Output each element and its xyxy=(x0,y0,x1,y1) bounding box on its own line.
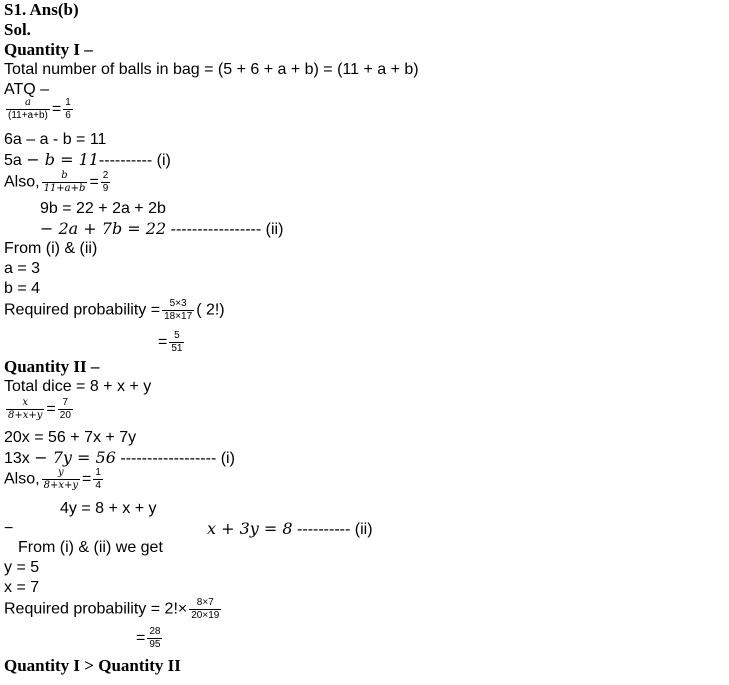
answer-heading: S1. Ans(b) xyxy=(4,0,79,19)
q2-fraction-x: $\frac{x}{8+x+y}$ = $\frac{7}{20}$ xyxy=(8,397,71,421)
fraction-one-sixth: $\frac{1}{6}$ xyxy=(65,97,71,121)
fraction-28-95: $\frac{28}{95}$ xyxy=(149,626,161,650)
quantity-two-heading: Quantity II – xyxy=(4,357,100,376)
fraction-two-ninths: $\frac{2}{9}$ xyxy=(102,170,109,194)
fraction-probability-q1: $\frac{5\times 3}{18\times 17}$ xyxy=(164,298,193,322)
value-y: y = 5 xyxy=(4,559,40,576)
q2-equation-1: 20x = 56 + 7x + 7y xyxy=(4,429,137,446)
q1-also-fraction: Also, $\frac{b}{11+a+b}$ = $\frac{2}{9}$ xyxy=(4,170,109,194)
value-x: x = 7 xyxy=(4,579,40,596)
conclusion: Quantity I > Quantity II xyxy=(4,656,181,675)
q1-required-probability: Required probability = $\frac{5\times 3}{18\times 17}$ ( 2!) xyxy=(4,298,225,322)
total-dice-line: Total dice = 8 + x + y xyxy=(4,378,152,395)
quantity-one-heading: Quantity I – xyxy=(4,40,93,59)
fraction-x-over-total: $\frac{x}{8+x+y}$ xyxy=(8,397,43,421)
fraction-five-fiftyone: $\frac{5}{51}$ xyxy=(171,330,183,354)
q1-fraction-a: $\frac{a}{(11+a+b)}$ = $\frac{1}{6}$ xyxy=(8,97,71,121)
q2-from-statement: From (i) & (ii) we get xyxy=(18,539,163,556)
q2-equation-2: 13x − 7y = 56 ------------------ (i) xyxy=(4,448,235,467)
q1-equation-3: 9b = 22 + 2a + 2b xyxy=(40,200,166,217)
q2-equation-3: 4y = 8 + x + y xyxy=(60,500,157,517)
fraction-seven-twentieths: $\frac{7}{20}$ xyxy=(59,397,71,421)
q2-equation-4: x + 3y = 8 ---------- (ii) xyxy=(207,519,373,538)
fraction-b-over-total: $\frac{b}{11+a+b}$ xyxy=(43,170,86,194)
fraction-one-quarter: $\frac{1}{4}$ xyxy=(95,467,101,491)
q1-result: = $\frac{5}{51}$ xyxy=(158,330,183,354)
total-balls-line: Total number of balls in bag = (5 + 6 + a + b) = (11 + a + b) xyxy=(4,61,419,78)
q2-result: = $\frac{28}{95}$ xyxy=(136,626,161,650)
q2-required-probability: Required probability = 2!× $\frac{8\times 7}{20\times 19}$ xyxy=(4,597,220,621)
value-a: a = 3 xyxy=(4,260,41,277)
q1-equation-4: − 2a + 7b = 22 ----------------- (ii) xyxy=(40,219,284,238)
q2-also-fraction: Also, $\frac{y}{8+x+y}$ = $\frac{1}{4}$ xyxy=(4,467,101,491)
fraction-probability-q2: $\frac{8\times 7}{20\times 19}$ xyxy=(191,597,220,621)
value-b: b = 4 xyxy=(4,280,41,297)
q1-equation-1: 6a – a - b = 11 xyxy=(4,131,107,148)
atq-label: ATQ – xyxy=(4,81,50,98)
fraction-y-over-total: $\frac{y}{8+x+y}$ xyxy=(43,467,78,491)
solution-label: Sol. xyxy=(4,20,31,39)
q1-from-statement: From (i) & (ii) xyxy=(4,240,98,257)
q1-equation-2: 5a − b = 11---------- (i) xyxy=(4,150,171,169)
fraction-a-over-total: $\frac{a}{(11+a+b)}$ xyxy=(8,97,48,121)
q2-minus-sign: − xyxy=(4,520,14,537)
